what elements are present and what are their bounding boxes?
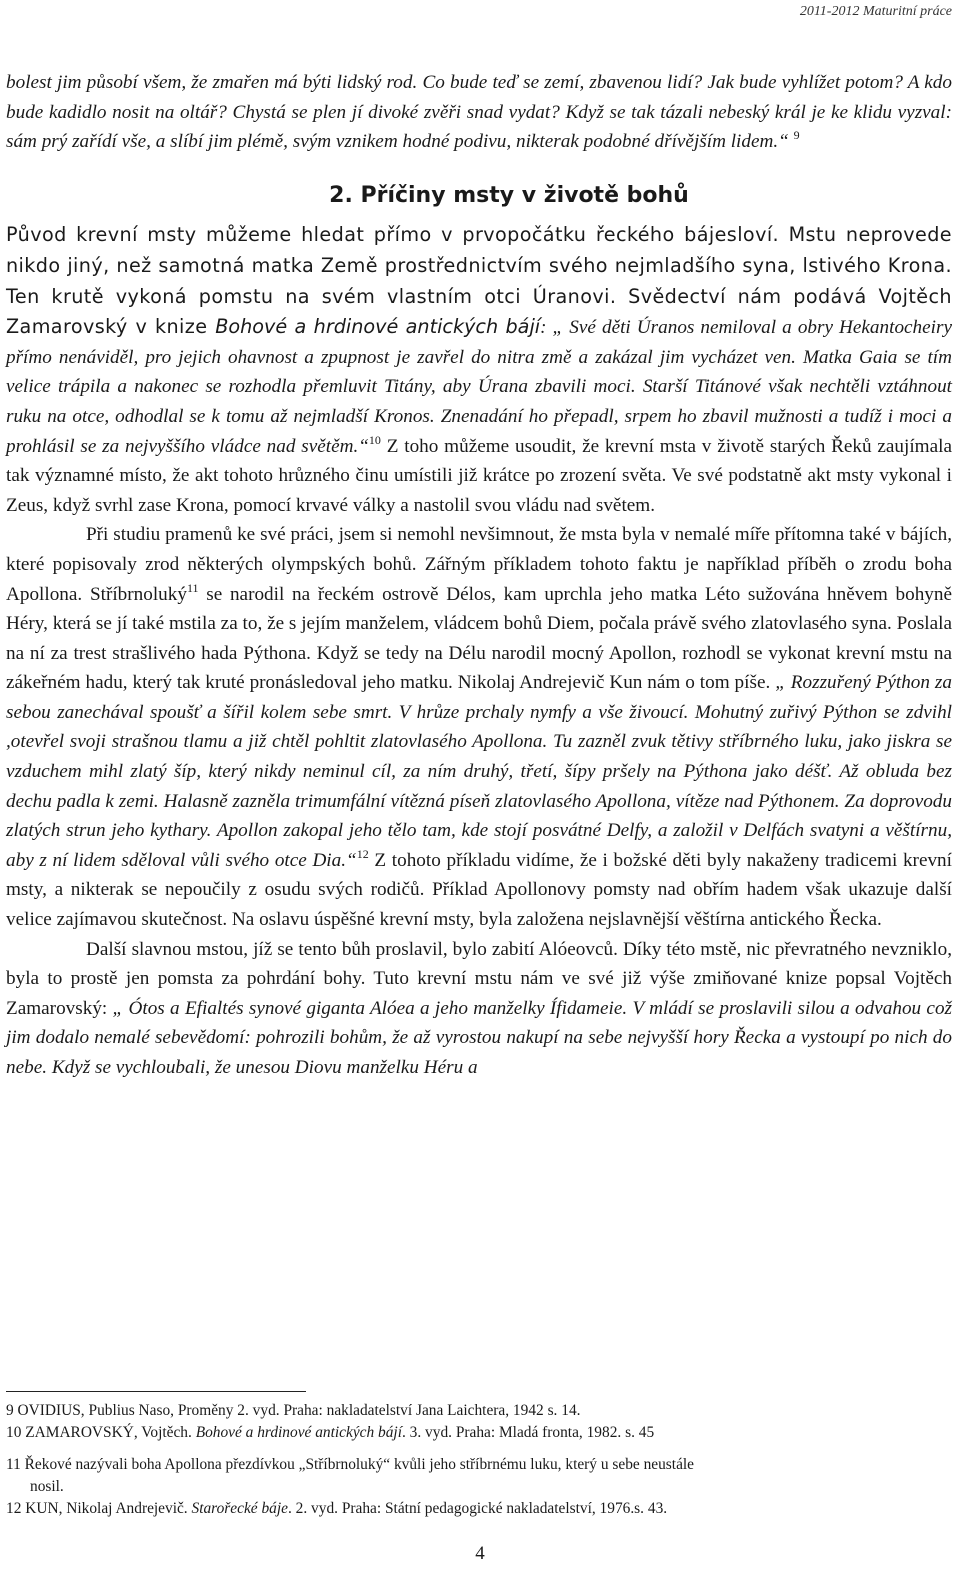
p1-book-title: Bohové a hrdinové antických bájí xyxy=(215,315,541,339)
p1-text-b: Z toho můžeme usoudit, že krevní msta v životě starých Řeků zaujímala tak významné místo, že akt tohoto hrůzného činu umístili již krátce po zrození světa. Ve své podstatně akt msty vykonal i Zeus, když svrhl zase Krona, pomocí krvavé války a nastolil svou vládu nad světem. xyxy=(6,435,952,516)
footnote-9: 9 OVIDIUS, Publius Naso, Proměny 2. vyd. Praha: nakladatelství Jana Laichtera, 1942 s. 14. xyxy=(6,1402,581,1419)
footnote-ref-12[interactable]: 12 xyxy=(356,846,369,861)
p2-text-a: Při studiu pramenů ke své práci, jsem si nemohl nevšimnout, že msta byla v nemalé míře přítomna také v bájích, které popisovaly zrod některých olympských bohů. Zářným příkladem tohoto faktu je například příběh o zrodu boha Apollona. Stříbrnoluký xyxy=(6,524,952,605)
footnotes xyxy=(6,1400,952,1520)
footnote-ref-10[interactable]: 10 xyxy=(368,432,381,447)
footnote-12-details: . 2. vyd. Praha: Státní pedagogické nakladatelství, 1976.s. 43. xyxy=(287,1500,668,1517)
section-heading: 2. Příčiny msty v životě bohů xyxy=(329,182,689,208)
footnote-11-continuation: nosil. xyxy=(30,1478,64,1495)
footnote-12-title: Starořecké báje xyxy=(191,1500,288,1517)
paragraph-2 xyxy=(6,520,952,934)
intro-quote: bolest jim působí všem, že zmařen má býti lidský rod. Co bude teď se zemí, zbavenou lidí? Jak bude vyhlížet potom? A kdo bude kadidlo nosit na oltář? Chystá se plen jí divoké zvěři snad vydat? Když se tak tázali nebeský král je ke klidu vyzval: sám prý zařídí vše, a slíbí jim plémě, svým vznikem hodné podivu, nikterak podobné dřívějším lidem.“ xyxy=(6,72,952,153)
footnote-10-title: Bohové a hrdinové antických bájí xyxy=(195,1424,402,1441)
footnote-10-details: . 3. vyd. Praha: Mladá fronta, 1982. s. 45 xyxy=(401,1424,655,1441)
footnote-ref-9[interactable]: 9 xyxy=(793,128,800,143)
p1-quote: : „ Své děti Úranos nemiloval a obry Hekantocheiry přímo nenáviděl, pro jejich ohavnost a zpupnost je zavřel do nitra změ a zakázal jim vycházet ven. Matka Gaia se tím velice trápila a nakonec se rozhodla přemluvit Titány, aby Úrana zbavili moci. Starší Titánové však nechtěli vztáhnout ruku na otce, odhodlal se k tomu až nejmladší Kronos. Znenadání ho přepadl, srpem ho zbavil mužnosti a tudíž i moci a prohlásil se za nejvyššího vládce nad světěm.“ xyxy=(6,317,952,457)
footnote-separator xyxy=(6,1391,306,1392)
document-body xyxy=(6,68,952,1083)
footnote-ref-11[interactable]: 11 xyxy=(186,580,199,595)
footnote-10 xyxy=(6,1422,952,1444)
p1-text-a: Původ krevní msty můžeme hledat přímo v prvopočátku řeckého bájesloví. Mstu neprovede nikdo jiný, než samotná matka Země prostřednictvím svého nejmladšího syna, lstivého Krona. Ten krutě vykoná pomstu na svém vlastním otci Úranovi. Svědectví nám podává Vojtěch Zamarovský v knize xyxy=(6,223,952,339)
footnote-11: 11 Řekové nazývali boha Apollona přezdívkou „Stříbrnoluký“ kvůli jeho stříbrnému luku, který u sebe neustále xyxy=(6,1456,695,1473)
p2-quote: „ Rozzuřený Pýthon za sebou zanechával spoušť a šířil kolem sebe smrt. V hrůze prchaly nymfy a vše živoucí. Mohutný zuřivý Pýthon se zdvihl ,otevřel svoji strašnou tlamu a již chtěl pohltit zlatovlasého Apollona. Tu zazněl zvuk tětivy stříbrného luku, jako jiskra se vzduchem mihl zlatý šíp, který nikdy neminul cíl, za ním druhý, třetí, šípy pršely na Pýthona jako déšť. Až obluda bez dechu padla k zemi. Halasně zazněla trimumfální vítězná píseň zlatovlasého Apollona, vítěze nad Pýthonem. Za doprovodu zlatých strun jeho kythary. Apollon zakopal jeho tělo tam, kde stojí posvátné Delfy, a založil v Delfách svatyni a věštírnu, aby z ní lidem sděloval vůli svého otce Dia.“ xyxy=(6,672,952,871)
page-number: 4 xyxy=(475,1543,485,1564)
paragraph-1 xyxy=(6,220,952,520)
footnote-12 xyxy=(6,1498,952,1520)
footnote-10-author: 10 ZAMAROVSKÝ, Vojtěch. xyxy=(6,1424,196,1441)
p3-text-a: Další slavnou mstou, jíž se tento bůh proslavil, bylo zabití Alóeovců. Díky této mstě, nic převratného nevzniklo, byla to prostě jen pomsta za pohrdání bohy. Tuto krevní mstu nám ve své již výše zmiňované knize popsal Vojtěch Zamarovský: xyxy=(6,938,952,1019)
p3-quote: „ Ótos a Efialtés synové giganta Alóea a jeho manželky Ífidameie. V mládí se proslavili silou a odvahou což jim dodalo nemalé sebevědomí: pohrozili bohům, že až vyrostou nakupí na sebe nejvyšší hory Řecka a vystoupí po nich do nebe. Když se vychloubali, že unesou Diovu manželku Héru a xyxy=(6,997,952,1078)
p2-text-b: se narodil na řeckém ostrově Délos, kam uprchla jeho matka Léto sužována hněvem bohyně Héry, která se jí také mstila za to, že s jejím manželem, vládcem bohů Diem, počala právě svého zlatovlasého syna. Poslala na ní za trest strašlivého hada Pýthona. Když se tedy na Délu narodil mocný Apollon, rozhodl se vykonat krevní mstu na zákeřném hadu, který tak kruté pronásledoval jeho matku. Nikolaj Andrejevič Kun nám o tom píše. xyxy=(6,583,952,694)
footnote-12-author: 12 KUN, Nikolaj Andrejevič. xyxy=(6,1500,192,1517)
running-header: 2011-2012 Maturitní práce xyxy=(799,4,952,19)
paragraph-3 xyxy=(6,935,952,1083)
p2-text-c: Z tohoto příkladu vidíme, že i božské děti byly nakaženy tradicemi krevní msty, a nikterak se nepoučily z osudu svých rodičů. Příklad Apollonovy pomsty nad obřím hadem však ukazuje další velice zajímavou skutečnost. Na oslavu úspěšné krevní msty, byla založena nejslavnější věštírna antického Řecka. xyxy=(6,849,952,931)
intro-paragraph xyxy=(6,68,952,157)
